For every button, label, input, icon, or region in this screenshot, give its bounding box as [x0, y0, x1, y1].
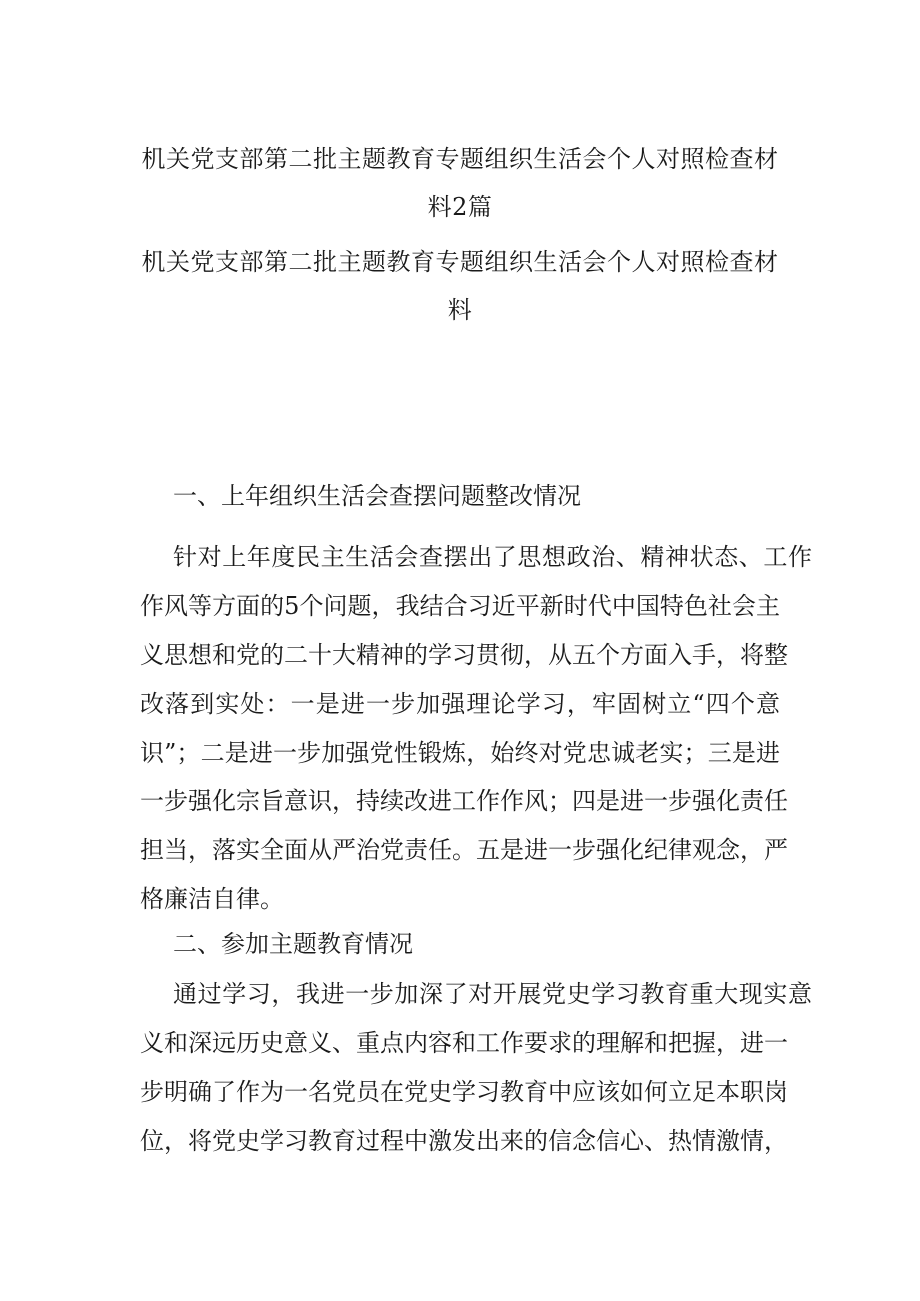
section-2-paragraph [140, 970, 813, 1166]
paragraph-line: 通过学习，我进一步加深了对开展党史学习教育重大现实意 [173, 980, 813, 1008]
paragraph-line: 改落到实处：一是进一步加强理论学习，牢固树立“四个意 [140, 689, 780, 718]
paragraph-line: 一步强化宗旨意识，持续改进工作作风；四是进一步强化责任 [140, 787, 788, 816]
paragraph-line: 针对上年度民主生活会查摆出了思想政治、精神状态、工作 [173, 543, 813, 571]
paragraph-line: 义思想和党的二十大精神的学习贯彻，从五个方面入手，将整 [140, 640, 788, 669]
paragraph-line: 识”；二是进一步加强党性锻炼，始终对党忠诚老实；三是进 [140, 738, 780, 767]
paragraph-line: 位，将党史学习教育过程中激发出来的信念信心、热情激情， [140, 1126, 788, 1155]
paragraph-line: 格廉洁自律。 [140, 885, 284, 914]
paragraph-line: 作风等方面的5个问题，我结合习近平新时代中国特色社会主 [140, 591, 780, 620]
paragraph-line: 义和深远历史意义、重点内容和工作要求的理解和把握，进一 [140, 1028, 788, 1057]
section-heading-2: 二、参加主题教育情况 [173, 930, 413, 958]
document-subtitle: 机关党支部第二批主题教育专题组织生活会个人对照检查材料 [141, 248, 779, 324]
section-heading-1: 一、上年组织生活会查摆问题整改情况 [173, 482, 581, 510]
paragraph-line: 步明确了作为一名党员在党史学习教育中应该如何立足本职岗 [140, 1077, 788, 1106]
document-title: 机关党支部第二批主题教育专题组织生活会个人对照检查材料2篇 [141, 145, 779, 221]
paragraph-line: 担当，落实全面从严治党责任。五是进一步强化纪律观念，严 [140, 836, 788, 865]
section-1-paragraph [140, 533, 813, 924]
